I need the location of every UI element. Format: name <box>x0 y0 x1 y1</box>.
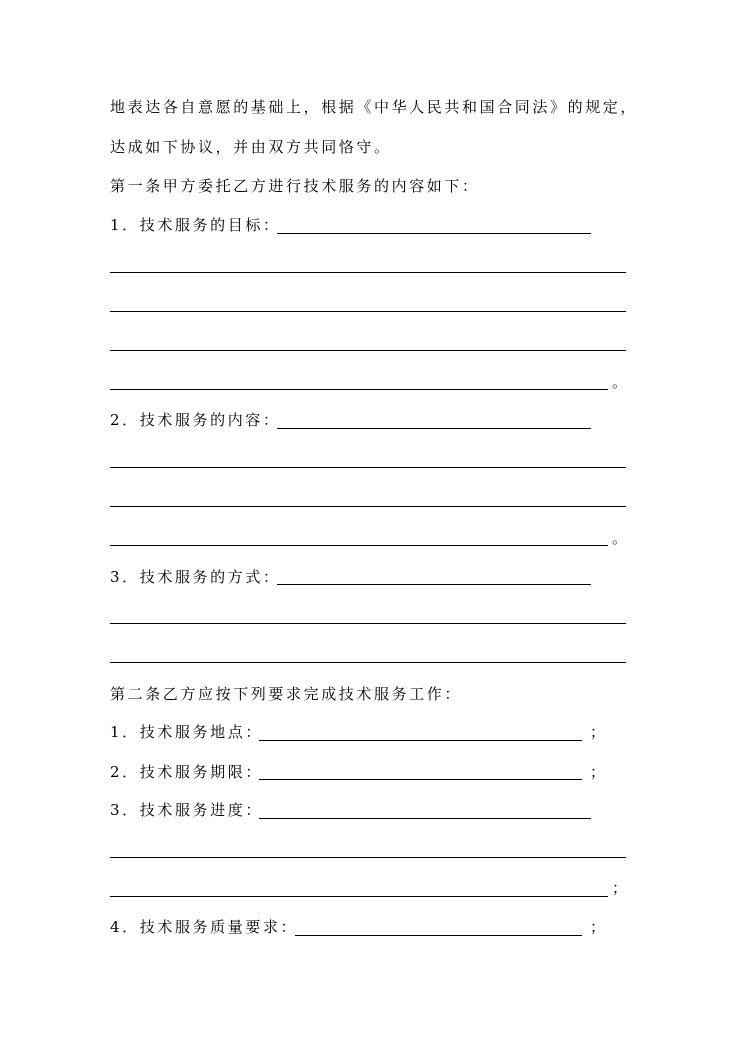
progress-blank-inline[interactable] <box>259 818 591 819</box>
item2-blank-inline[interactable] <box>277 428 591 429</box>
item2-blank-line-4[interactable] <box>110 545 608 546</box>
location-semicolon: ； <box>590 723 606 741</box>
item1-blank-line-5[interactable] <box>110 389 608 390</box>
term-blank[interactable] <box>259 779 582 780</box>
item1-blank-line-2[interactable] <box>110 272 626 273</box>
item1-period: 。 <box>612 373 628 391</box>
item1-blank-inline[interactable] <box>277 233 591 234</box>
article2-item2-label: 2．技术服务期限： <box>110 763 263 781</box>
article1-heading: 第一条甲方委托乙方进行技术服务的内容如下： <box>110 177 480 195</box>
item1-blank-line-4[interactable] <box>110 350 626 351</box>
article1-item3-label: 3．技术服务的方式： <box>110 568 281 586</box>
item3-blank-inline[interactable] <box>277 584 591 585</box>
item1-blank-line-3[interactable] <box>110 311 626 312</box>
article2-item1-label: 1．技术服务地点： <box>110 723 263 741</box>
quality-semicolon: ； <box>590 918 606 936</box>
item3-blank-line-3[interactable] <box>110 662 626 663</box>
article2-heading: 第二条乙方应按下列要求完成技术服务工作： <box>110 685 463 703</box>
item2-period: 。 <box>612 529 628 547</box>
progress-semicolon: ； <box>612 879 628 897</box>
article1-item2-label: 2．技术服务的内容： <box>110 411 281 429</box>
item2-blank-line-2[interactable] <box>110 467 626 468</box>
article1-item1-label: 1．技术服务的目标： <box>110 216 281 234</box>
intro-line-1: 地表达各自意愿的基础上，根据《中华人民共和国合同法》的规定， <box>110 98 639 116</box>
quality-blank[interactable] <box>295 935 582 936</box>
item2-blank-line-3[interactable] <box>110 506 626 507</box>
intro-line-2: 达成如下协议，并由双方共同恪守。 <box>110 138 392 156</box>
article2-item3-label: 3．技术服务进度： <box>110 801 263 819</box>
article2-item4-label: 4．技术服务质量要求： <box>110 918 299 936</box>
progress-blank-line-3[interactable] <box>110 896 608 897</box>
item3-blank-line-2[interactable] <box>110 623 626 624</box>
progress-blank-line-2[interactable] <box>110 857 626 858</box>
term-semicolon: ； <box>590 763 606 781</box>
location-blank[interactable] <box>259 740 582 741</box>
